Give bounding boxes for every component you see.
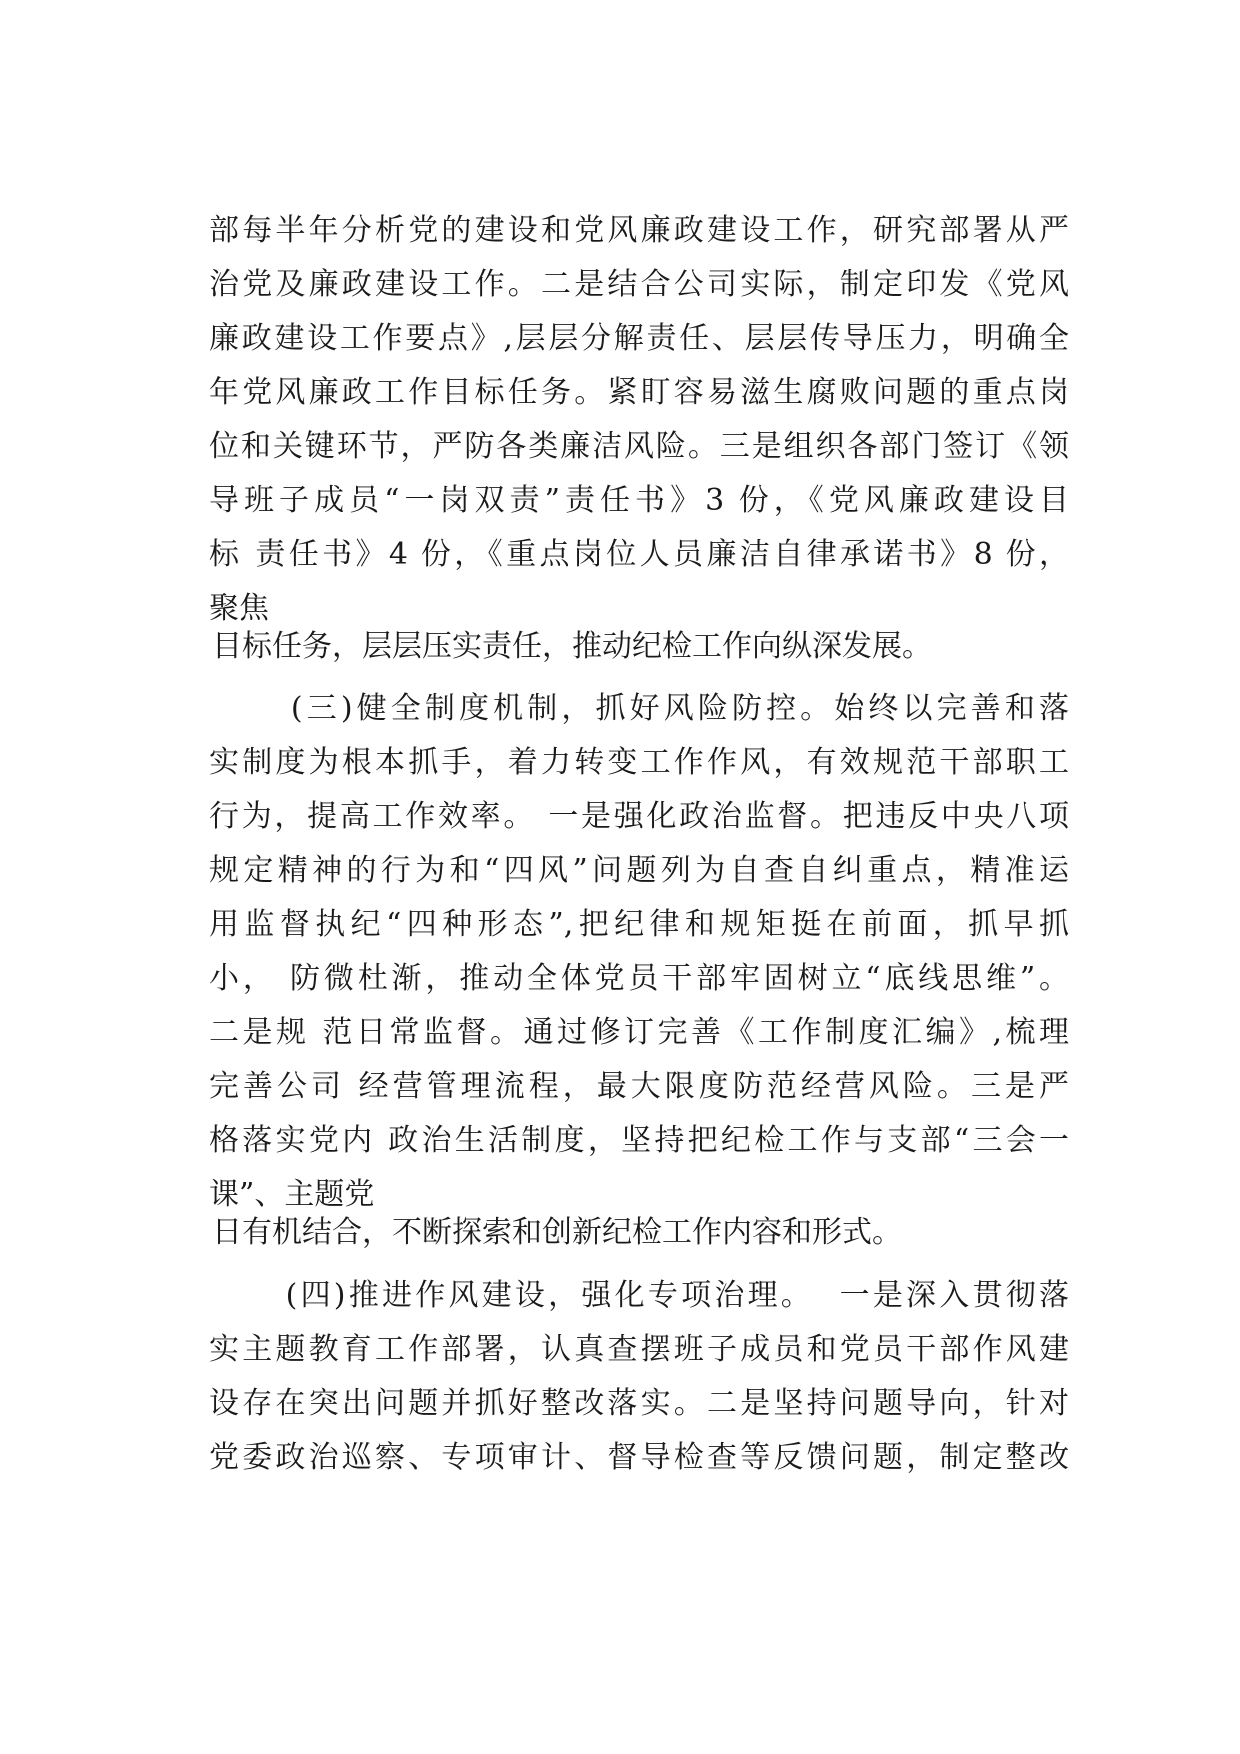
text-line: 标 责任书》4 份，《重点岗位人员廉洁自律承诺书》8 份， [209,537,1069,572]
text-line: 实主题教育工作部署，认真查摆班子成员和党员干部作风建 [209,1332,1069,1367]
paragraph-section-3 [209,682,1069,1222]
text-line: 完善公司 经营管理流程，最大限度防范经营风险。三是严 [209,1069,1069,1104]
text-line: 小， 防微杜渐，推动全体党员干部牢固树立“底线思维”。 [209,961,1069,996]
paragraph-section-4 [209,1269,1069,1485]
paragraph-section-3-tail [209,1206,1069,1260]
text-line: 目标任务，层层压实责任，推动纪检工作向纵深发展。 [212,629,932,664]
text-line: 行为，提高工作效率。 一是强化政治监督。把违反中央八项 [209,799,1069,834]
text-line: 实制度为根本抓手，着力转变工作作风，有效规范干部职工 [209,745,1069,780]
text-line: 格落实党内 政治生活制度，坚持把纪检工作与支部“三会一 [209,1123,1069,1158]
section-heading-line: (三)健全制度机制，抓好风险防控。始终以完善和落 [209,691,1069,726]
text-line: 聚焦 [209,591,269,626]
text-line: 治党及廉政建设工作。二是结合公司实际，制定印发《党风 [209,267,1069,302]
text-line: 用监督执纪“四种形态”,把纪律和规矩挺在前面，抓早抓 [209,907,1069,942]
text-line: 廉政建设工作要点》,层层分解责任、层层传导压力，明确全 [209,321,1069,356]
paragraph-responsibility [209,204,1069,636]
text-line: 导班子成员“一岗双责”责任书》3 份，《党风廉政建设目 [209,483,1069,518]
text-line: 部每半年分析党的建设和党风廉政建设工作，研究部署从严 [209,213,1069,248]
text-line: 年党风廉政工作目标任务。紧盯容易滋生腐败问题的重点岗 [209,375,1069,410]
paragraph-responsibility-tail [209,620,1069,674]
text-line: 位和关键环节，严防各类廉洁风险。三是组织各部门签订《领 [209,429,1069,464]
section-heading-line: (四)推进作风建设，强化专项治理。 一是深入贯彻落 [209,1278,1069,1313]
text-line: 日有机结合，不断探索和创新纪检工作内容和形式。 [212,1215,902,1250]
text-line: 规定精神的行为和“四风”问题列为自查自纠重点，精准运 [209,853,1069,888]
text-line: 设存在突出问题并抓好整改落实。二是坚持问题导向，针对 [209,1386,1069,1421]
text-line: 党委政治巡察、专项审计、督导检查等反馈问题，制定整改 [209,1440,1069,1475]
text-line: 二是规 范日常监督。通过修订完善《工作制度汇编》,梳理 [209,1015,1069,1050]
text-line: 课”、主题党 [209,1177,375,1212]
